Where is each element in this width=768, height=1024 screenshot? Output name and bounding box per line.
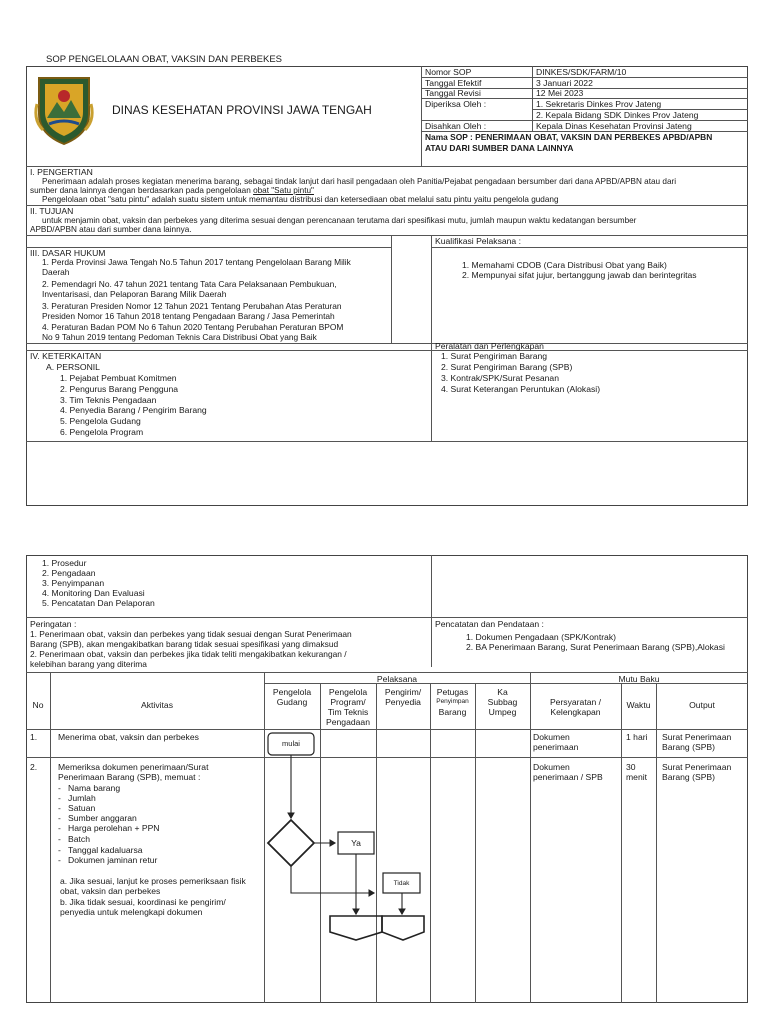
col-pengelola-gudang-1: Pengelola bbox=[272, 687, 312, 697]
row1-no: 1. bbox=[30, 732, 38, 742]
row2-waktu-1: 30 bbox=[626, 762, 636, 772]
peralatan-title: Peralatan dan Perlengkapan bbox=[435, 341, 544, 351]
row2-bullet-2: - Jumlah bbox=[58, 793, 96, 803]
col-aktivitas: Aktivitas bbox=[141, 700, 173, 710]
peringatan-item-2: 2. Penerimaan obat, vaksin dan perbekes jika tidak teliti mengakibatkan kekurangan / bbox=[30, 649, 347, 659]
tujuan-title: II. TUJUAN bbox=[30, 206, 74, 216]
row2-bullet-5: - Harga perolehan + PPN bbox=[58, 823, 160, 833]
peralatan-item-4: 4. Surat Keterangan Peruntukan (Alokasi) bbox=[441, 384, 601, 394]
doc-title: SOP PENGELOLAAN OBAT, VAKSIN DAN PERBEKES bbox=[46, 54, 282, 65]
col-pengirim-1: Pengirim/ bbox=[384, 687, 422, 697]
dasar-hukum-item-4b: No 9 Tahun 2019 tentang Pedoman Teknis Cara Distribusi Obat yang Baik bbox=[42, 332, 317, 342]
pengertian-line2-text: sumber dana lainnya dengan berdasarkan pada pengelolaan bbox=[30, 186, 254, 195]
tujuan-line2: APBD/APBN atau dari sumber dana lainnya. bbox=[30, 225, 192, 234]
dasar-hukum-item-2b: Inventarisasi, dan Pelaporan Barang Milik Daerah bbox=[42, 289, 227, 299]
row2-bullet-5-text: Harga perolehan + PPN bbox=[68, 823, 160, 833]
pencatatan-title: Pencatatan dan Pendataan : bbox=[435, 619, 544, 629]
flow-offpage-right bbox=[382, 916, 424, 940]
row2-bullet-7-text: Tanggal kadaluarsa bbox=[68, 845, 143, 855]
organization-name: DINAS KESEHATAN PROVINSI JAWA TENGAH bbox=[112, 103, 372, 117]
flow-offpage-left bbox=[330, 916, 382, 940]
flow-decision-diamond bbox=[268, 820, 314, 866]
pengertian-line1: Penerimaan adalah proses kegiatan menerima barang, sebagai tindak lanjut dari hasil pengadaan oleh Panitia/Pejabat pengadaan bersumber dari dana APBD/APBN atau dari bbox=[42, 177, 677, 186]
meta-value-efektif: 3 Januari 2022 bbox=[536, 78, 593, 88]
meta-label-nomor: Nomor SOP bbox=[425, 67, 472, 77]
peralatan-item-2: 2. Surat Pengiriman Barang (SPB) bbox=[441, 362, 573, 372]
row2-bullet-3-text: Satuan bbox=[68, 803, 96, 813]
col-no: No bbox=[32, 700, 44, 710]
row2-note-a: a. Jika sesuai, lanjut ke proses pemeriksaan fisik bbox=[60, 876, 246, 886]
col-persyaratan-2: Kelengkapan bbox=[550, 707, 601, 717]
col-waktu: Waktu bbox=[626, 700, 651, 710]
meta-value-revisi: 12 Mei 2023 bbox=[536, 88, 584, 98]
row2-bullet-7: - Tanggal kadaluarsa bbox=[58, 845, 143, 855]
personil-item-3: 3. Tim Teknis Pengadaan bbox=[60, 395, 157, 405]
pengertian-satu-pintu: obat "Satu pintu" bbox=[253, 186, 314, 195]
keterkaitan-sub: A. PERSONIL bbox=[46, 362, 100, 372]
col-pengelola-program-2: Program/ bbox=[330, 697, 366, 707]
col-pengelola-program-1: Pengelola bbox=[328, 687, 368, 697]
prosedur-item-1: 1. Prosedur bbox=[42, 558, 87, 568]
flow-no-label: Tidak bbox=[393, 880, 410, 887]
col-output: Output bbox=[689, 700, 715, 710]
peralatan-item-3: 3. Kontrak/SPK/Surat Pesanan bbox=[441, 373, 559, 383]
dasar-hukum-title: III. DASAR HUKUM bbox=[30, 248, 106, 258]
peringatan-title: Peringatan : bbox=[30, 619, 77, 629]
row2-bullet-6: - Batch bbox=[58, 834, 91, 844]
personil-item-6: 6. Pengelola Program bbox=[60, 427, 144, 437]
prosedur-item-5: 5. Pencatatan Dan Pelaporan bbox=[42, 598, 155, 608]
col-petugas-1: Petugas bbox=[436, 687, 469, 697]
col-ka-2: Subbag bbox=[487, 697, 518, 707]
meta-label-diperiksa: Diperiksa Oleh : bbox=[425, 99, 487, 109]
row2-aktivitas-1: Memeriksa dokumen penerimaan/Surat bbox=[58, 762, 209, 772]
col-pengelola-gudang-2: Gudang bbox=[276, 697, 308, 707]
pencatatan-item-1: 1. Dokumen Pengadaan (SPK/Kontrak) bbox=[466, 632, 617, 642]
row2-persyaratan-2: penerimaan / SPB bbox=[533, 772, 603, 782]
row2-bullet-8: - Dokumen jaminan retur bbox=[58, 855, 158, 865]
peringatan-item-2b: kelebihan barang yang diterima bbox=[30, 659, 147, 669]
pengertian-line3: Pengelolaan obat "satu pintu" adalah suatu sistem untuk memantau distribusi dan ketersediaan obat melalui satu pintu yaitu pengelola gudang bbox=[42, 195, 559, 204]
meta-value-diperiksa-1: 1. Sekretaris Dinkes Prov Jateng bbox=[536, 99, 662, 109]
personil-item-5: 5. Pengelola Gudang bbox=[60, 416, 141, 426]
row2-bullet-4-text: Sumber anggaran bbox=[68, 813, 137, 823]
personil-item-4: 4. Penyedia Barang / Pengirim Barang bbox=[60, 405, 207, 415]
kualifikasi-item-1: 1. Memahami CDOB (Cara Distribusi Obat yang Baik) bbox=[462, 260, 667, 270]
nama-sop-line2: ATAU DARI SUMBER DANA LAINNYA bbox=[425, 143, 574, 153]
row1-persyaratan-1: Dokumen bbox=[533, 732, 570, 742]
personil-item-1: 1. Pejabat Pembuat Komitmen bbox=[60, 373, 177, 383]
row2-note-b: b. Jika tidak sesuai, koordinasi ke pengirim/ bbox=[60, 897, 226, 907]
row2-waktu-2: menit bbox=[626, 772, 648, 782]
personil-item-2: 2. Pengurus Barang Pengguna bbox=[60, 384, 179, 394]
meta-value-diperiksa-2: 2. Kepala Bidang SDK Dinkes Prov Jateng bbox=[536, 110, 699, 120]
dasar-hukum-item-3b: Presiden Nomor 16 Tahun 2018 tentang Pengadaan Barang / Jasa Pemerintah bbox=[42, 311, 335, 321]
meta-label-efektif: Tanggal Efektif bbox=[425, 78, 482, 88]
peringatan-item-1: 1. Penerimaan obat, vaksin dan perbekes yang tidak sesuai dengan Surat Penerimaan bbox=[30, 629, 352, 639]
row2-output-1: Surat Penerimaan bbox=[662, 762, 732, 772]
tujuan-line1: untuk menjamin obat, vaksin dan perbekes yang diterima sesuai dengan perencanaan terutama dari spesifikasi mutu, jumlah maupun waktu kedatangan bersumber bbox=[42, 216, 637, 225]
col-pengelola-program-3: Tim Teknis bbox=[327, 707, 369, 717]
row2-bullet-4: - Sumber anggaran bbox=[58, 813, 137, 823]
meta-value-nomor: DINKES/SDK/FARM/10 bbox=[536, 67, 627, 77]
kualifikasi-item-2: 2. Mempunyai sifat jujur, bertanggung jawab dan berintegritas bbox=[462, 270, 697, 280]
row2-note-a2: obat, vaksin dan perbekes bbox=[60, 886, 161, 896]
row2-note-b2: penyedia untuk melengkapi dokumen bbox=[60, 907, 203, 917]
flow-start-label: mulai bbox=[282, 739, 300, 748]
nama-sop-line1: Nama SOP : PENERIMAAN OBAT, VAKSIN DAN PERBEKES APBD/APBN bbox=[425, 132, 713, 142]
col-pengelola-program-4: Pengadaan bbox=[326, 717, 370, 727]
row1-waktu: 1 hari bbox=[626, 732, 648, 742]
prosedur-item-2: 2. Pengadaan bbox=[42, 568, 96, 578]
row2-bullet-1-text: Nama barang bbox=[68, 783, 121, 793]
col-petugas-3: Barang bbox=[438, 707, 467, 717]
row2-bullet-6-text: Batch bbox=[68, 834, 91, 844]
peringatan-item-1b: Barang (SPB), akan mengakibatkan barang tidak sesuai spesifikasi yang dimaksud bbox=[30, 639, 339, 649]
row2-aktivitas-2: Penerimaan Barang (SPB), memuat : bbox=[58, 772, 201, 782]
flow-yes-label: Ya bbox=[351, 838, 361, 848]
meta-label-disahkan: Disahkan Oleh : bbox=[425, 121, 487, 131]
row2-no: 2. bbox=[30, 762, 38, 772]
row2-bullet-2-text: Jumlah bbox=[68, 793, 96, 803]
col-persyaratan-1: Persyaratan / bbox=[549, 697, 602, 707]
dasar-hukum-item-1: 1. Perda Provinsi Jawa Tengah No.5 Tahun 2017 tentang Pengelolaan Barang Milik bbox=[42, 257, 351, 267]
row1-output-1: Surat Penerimaan bbox=[662, 732, 732, 742]
row1-output-2: Barang (SPB) bbox=[662, 742, 716, 752]
group-mutu-baku: Mutu Baku bbox=[618, 674, 660, 684]
row2-bullet-1: - Nama barang bbox=[58, 783, 121, 793]
meta-value-disahkan: Kepala Dinas Kesehatan Provinsi Jateng bbox=[536, 121, 692, 131]
dasar-hukum-item-2: 2. Pemendagri No. 47 tahun 2021 tentang Tata Cara Pelaksanaan Pembukuan, bbox=[42, 279, 337, 289]
col-ka-3: Umpeg bbox=[488, 707, 517, 717]
col-pengirim-2: Penyedia bbox=[385, 697, 421, 707]
keterkaitan-title: IV. KETERKAITAN bbox=[30, 351, 102, 361]
meta-label-revisi: Tanggal Revisi bbox=[425, 88, 481, 98]
row1-persyaratan-2: penerimaan bbox=[533, 742, 579, 752]
col-petugas-2: Penyimpan bbox=[436, 698, 469, 705]
col-ka-1: Ka bbox=[497, 687, 508, 697]
row2-bullet-3: - Satuan bbox=[58, 803, 96, 813]
prosedur-item-3: 3. Penyimpanan bbox=[42, 578, 105, 588]
row2-persyaratan-1: Dokumen bbox=[533, 762, 570, 772]
dasar-hukum-item-4: 4. Peraturan Badan POM No 6 Tahun 2020 Tentang Perubahan Peraturan BPOM bbox=[42, 322, 344, 332]
peralatan-item-1: 1. Surat Pengiriman Barang bbox=[441, 351, 548, 361]
group-pelaksana: Pelaksana bbox=[376, 674, 418, 684]
pengertian-title: I. PENGERTIAN bbox=[30, 167, 93, 177]
prosedur-item-4: 4. Monitoring Dan Evaluasi bbox=[42, 588, 145, 598]
pencatatan-item-2: 2. BA Penerimaan Barang, Surat Penerimaan Barang (SPB),Alokasi bbox=[466, 642, 725, 652]
dasar-hukum-item-1b: Daerah bbox=[42, 267, 70, 277]
row2-output-2: Barang (SPB) bbox=[662, 772, 716, 782]
kualifikasi-title: Kualifikasi Pelaksana : bbox=[435, 236, 521, 246]
row2-bullet-8-text: Dokumen jaminan retur bbox=[68, 855, 158, 865]
row1-aktivitas: Menerima obat, vaksin dan perbekes bbox=[58, 732, 199, 742]
dasar-hukum-item-3: 3. Peraturan Presiden Nomor 12 Tahun 2021 Tentang Perubahan Atas Peraturan bbox=[42, 301, 342, 311]
